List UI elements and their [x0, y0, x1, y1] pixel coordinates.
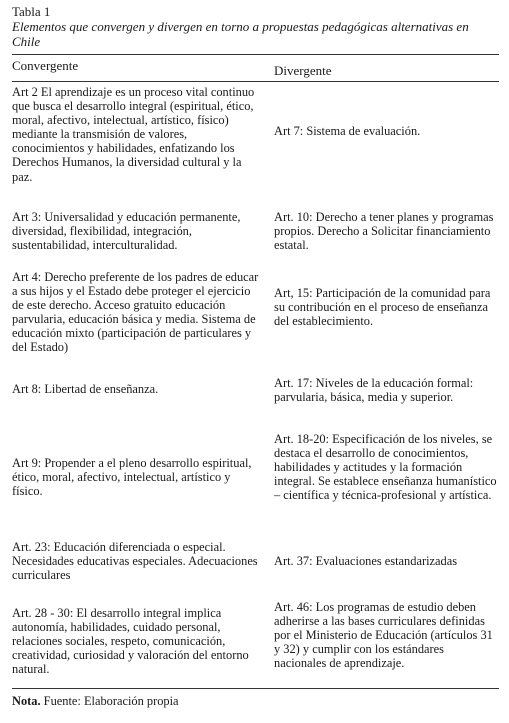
cell-divergente: Art. 17: Niveles de la educación formal: parvularia, básica, media y superior.: [274, 376, 474, 405]
cell-divergente: Art. 46: Los programas de estudio deben adherirse a las bases curriculares definidas por el Ministerio de Educación (artículos 31 y 32) y cumplir con los estándares nacionales de aprendizaje.: [274, 600, 493, 671]
note-text: Fuente: Elaboración propia: [40, 694, 179, 708]
cell-convergente: Art 8: Libertad de enseñanza.: [12, 382, 159, 396]
cell-convergente: Art. 23: Educación diferenciada o especial. Necesidades educativas especiales. Adecuaciones curriculares: [12, 540, 258, 583]
cell-divergente: Art. 37: Evaluaciones estandarizadas: [274, 554, 458, 568]
cell-divergente: Art. 10: Derecho a tener planes y programas propios. Derecho a Solicitar financiamiento estatal.: [274, 210, 494, 253]
cell-convergente: Art 3: Universalidad y educación permanente, diversidad, flexibilidad, integración, sustentabilidad, interculturalidad.: [12, 210, 241, 253]
table-label: Tabla 1: [12, 4, 51, 19]
table-note: [12, 694, 179, 708]
cell-convergente: Art. 28 - 30: El desarrollo integral implica autonomía, habilidades, cuidado personal, relaciones sociales, respeto, comunicación, creatividad, curiosidad y valoración del entorno natural.: [12, 606, 249, 677]
cell-convergente: Art 4: Derecho preferente de los padres de educar a sus hijos y el Estado debe proteger el ejercicio de este derecho. Acceso gratuito educación parvularia, educación básica y media. Sistema de educación mixto (participación de particulares y del Estado): [12, 270, 259, 355]
cell-divergente: Art, 15: Participación de la comunidad para su contribución en el proceso de enseñanza del establecimiento.: [274, 286, 491, 329]
table-body: [12, 0, 499, 723]
table-title: Elementos que convergen y divergen en torno a propuestas pedagógicas alternativas en Chile: [12, 19, 469, 49]
note-label: Nota.: [12, 694, 41, 708]
header-divergente: Divergente: [274, 63, 332, 78]
cell-divergente: Art. 18-20: Especificación de los niveles, se destaca el desarrollo de conocimientos, habilidades y actitudes y la formación integral. Se establece enseñanza humanístico – científica y técnica-profesional y artística.: [274, 432, 497, 503]
cell-convergente: Art 2 El aprendizaje es un proceso vital continuo que busca el desarrollo integral (espiritual, ético, moral, afectivo, intelectual, artístico, físico) mediante la transmisión de valores, conocimientos y habilidades, enfatizando los Derechos Humanos, la diversidad cultural y la paz.: [12, 85, 255, 184]
cell-convergente: Art 9: Propender a el pleno desarrollo espiritual, ético, moral, afectivo, intelectual, artístico y físico.: [12, 456, 252, 499]
header-convergente: Convergente: [12, 58, 79, 73]
table-bottom-rule: [12, 688, 499, 689]
cell-divergente: Art 7: Sistema de evaluación.: [274, 124, 421, 138]
